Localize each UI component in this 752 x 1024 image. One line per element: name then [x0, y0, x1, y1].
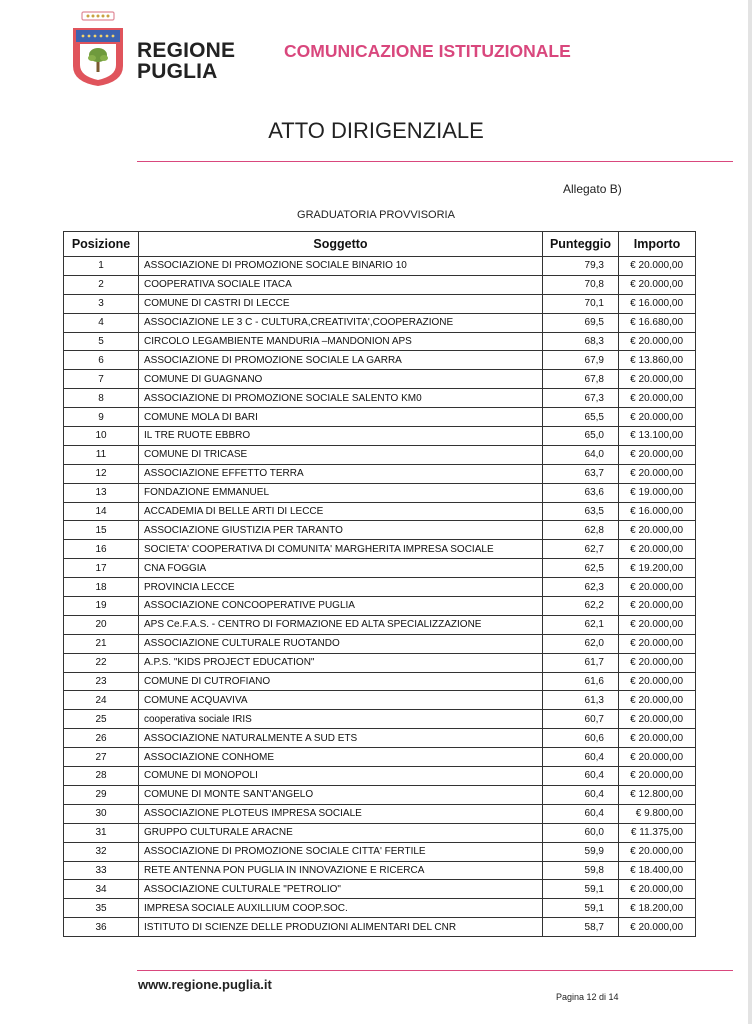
cell-punteggio: 60,4 — [543, 748, 619, 767]
cell-posizione: 18 — [64, 578, 139, 597]
cell-punteggio: 62,5 — [543, 559, 619, 578]
cell-punteggio: 67,8 — [543, 370, 619, 389]
cell-soggetto: IMPRESA SOCIALE AUXILLIUM COOP.SOC. — [139, 899, 543, 918]
cell-soggetto: ASSOCIAZIONE NATURALMENTE A SUD ETS — [139, 729, 543, 748]
cell-posizione: 5 — [64, 332, 139, 351]
cell-soggetto: ASSOCIAZIONE CONCOOPERATIVE PUGLIA — [139, 597, 543, 616]
cell-posizione: 26 — [64, 729, 139, 748]
table-row — [64, 257, 696, 276]
cell-importo: € 9.800,00 — [619, 804, 696, 823]
page-number: Pagina 12 di 14 — [556, 992, 619, 1002]
ranking-table — [63, 231, 696, 937]
cell-punteggio: 67,9 — [543, 351, 619, 370]
cell-soggetto: COMUNE DI TRICASE — [139, 445, 543, 464]
column-header-soggetto: Soggetto — [139, 232, 543, 257]
table-row — [64, 785, 696, 804]
table-row — [64, 389, 696, 408]
cell-importo: € 16.680,00 — [619, 313, 696, 332]
table-row — [64, 880, 696, 899]
cell-importo: € 20.000,00 — [619, 615, 696, 634]
cell-punteggio: 62,7 — [543, 540, 619, 559]
cell-importo: € 20.000,00 — [619, 729, 696, 748]
cell-punteggio: 70,1 — [543, 294, 619, 313]
cell-punteggio: 67,3 — [543, 389, 619, 408]
cell-soggetto: ASSOCIAZIONE CULTURALE "PETROLIO" — [139, 880, 543, 899]
table-header-row — [64, 232, 696, 257]
cell-posizione: 28 — [64, 767, 139, 786]
cell-punteggio: 62,0 — [543, 634, 619, 653]
cell-importo: € 20.000,00 — [619, 370, 696, 389]
cell-importo: € 18.400,00 — [619, 861, 696, 880]
cell-punteggio: 59,9 — [543, 842, 619, 861]
cell-importo: € 20.000,00 — [619, 464, 696, 483]
website-link[interactable]: www.regione.puglia.it — [138, 977, 272, 992]
cell-posizione: 19 — [64, 597, 139, 616]
cell-punteggio: 79,3 — [543, 257, 619, 276]
cell-soggetto: COMUNE DI MONTE SANT'ANGELO — [139, 785, 543, 804]
cell-soggetto: SOCIETA' COOPERATIVA DI COMUNITA' MARGHERITA IMPRESA SOCIALE — [139, 540, 543, 559]
cell-importo: € 20.000,00 — [619, 918, 696, 937]
cell-posizione: 9 — [64, 408, 139, 427]
table-row — [64, 729, 696, 748]
cell-soggetto: ASSOCIAZIONE DI PROMOZIONE SOCIALE BINARIO 10 — [139, 257, 543, 276]
cell-importo: € 20.000,00 — [619, 767, 696, 786]
table-row — [64, 691, 696, 710]
footer-divider — [137, 970, 733, 971]
table-row — [64, 634, 696, 653]
cell-soggetto: ASSOCIAZIONE DI PROMOZIONE SOCIALE SALENTO KM0 — [139, 389, 543, 408]
cell-punteggio: 59,1 — [543, 899, 619, 918]
table-row — [64, 767, 696, 786]
brand-line-2: PUGLIA — [137, 60, 218, 83]
cell-soggetto: ASSOCIAZIONE CULTURALE RUOTANDO — [139, 634, 543, 653]
cell-posizione: 2 — [64, 275, 139, 294]
cell-soggetto: ASSOCIAZIONE GIUSTIZIA PER TARANTO — [139, 521, 543, 540]
cell-importo: € 20.000,00 — [619, 710, 696, 729]
table-row — [64, 597, 696, 616]
cell-importo: € 20.000,00 — [619, 691, 696, 710]
cell-punteggio: 59,1 — [543, 880, 619, 899]
cell-posizione: 21 — [64, 634, 139, 653]
cell-punteggio: 60,0 — [543, 823, 619, 842]
table-row — [64, 427, 696, 446]
table-row — [64, 615, 696, 634]
table-row — [64, 540, 696, 559]
cell-punteggio: 60,4 — [543, 785, 619, 804]
cell-soggetto: CIRCOLO LEGAMBIENTE MANDURIA –MANDONION APS — [139, 332, 543, 351]
table-row — [64, 672, 696, 691]
cell-importo: € 19.200,00 — [619, 559, 696, 578]
cell-punteggio: 62,3 — [543, 578, 619, 597]
cell-soggetto: ASSOCIAZIONE PLOTEUS IMPRESA SOCIALE — [139, 804, 543, 823]
brand-line-1: REGIONE — [137, 39, 236, 62]
cell-punteggio: 65,5 — [543, 408, 619, 427]
cell-punteggio: 62,2 — [543, 597, 619, 616]
table-row — [64, 918, 696, 937]
cell-punteggio: 61,6 — [543, 672, 619, 691]
cell-importo: € 16.000,00 — [619, 294, 696, 313]
cell-posizione: 30 — [64, 804, 139, 823]
cell-soggetto: COMUNE ACQUAVIVA — [139, 691, 543, 710]
column-header-posizione: Posizione — [64, 232, 139, 257]
cell-soggetto: PROVINCIA LECCE — [139, 578, 543, 597]
cell-soggetto: COMUNE DI CASTRI DI LECCE — [139, 294, 543, 313]
cell-posizione: 31 — [64, 823, 139, 842]
cell-posizione: 16 — [64, 540, 139, 559]
cell-importo: € 20.000,00 — [619, 880, 696, 899]
cell-importo: € 20.000,00 — [619, 653, 696, 672]
table-row — [64, 464, 696, 483]
table-row — [64, 899, 696, 918]
cell-importo: € 20.000,00 — [619, 842, 696, 861]
table-row — [64, 842, 696, 861]
cell-importo: € 20.000,00 — [619, 332, 696, 351]
table-row — [64, 275, 696, 294]
column-header-importo: Importo — [619, 232, 696, 257]
cell-posizione: 12 — [64, 464, 139, 483]
table-row — [64, 483, 696, 502]
list-title: GRADUATORIA PROVVISORIA — [297, 209, 455, 221]
cell-posizione: 1 — [64, 257, 139, 276]
cell-posizione: 25 — [64, 710, 139, 729]
cell-posizione: 6 — [64, 351, 139, 370]
table-body — [64, 257, 696, 937]
page-edge — [748, 0, 752, 1024]
cell-posizione: 17 — [64, 559, 139, 578]
cell-posizione: 34 — [64, 880, 139, 899]
cell-punteggio: 62,8 — [543, 521, 619, 540]
cell-soggetto: FONDAZIONE EMMANUEL — [139, 483, 543, 502]
cell-importo: € 11.375,00 — [619, 823, 696, 842]
cell-posizione: 7 — [64, 370, 139, 389]
cell-importo: € 20.000,00 — [619, 634, 696, 653]
cell-importo: € 20.000,00 — [619, 672, 696, 691]
table-row — [64, 861, 696, 880]
table-row — [64, 578, 696, 597]
cell-punteggio: 61,7 — [543, 653, 619, 672]
table-row — [64, 294, 696, 313]
cell-posizione: 29 — [64, 785, 139, 804]
cell-punteggio: 63,6 — [543, 483, 619, 502]
document-title: ATTO DIRIGENZIALE — [268, 118, 484, 143]
cell-soggetto: COMUNE DI CUTROFIANO — [139, 672, 543, 691]
table-row — [64, 445, 696, 464]
cell-soggetto: ASSOCIAZIONE EFFETTO TERRA — [139, 464, 543, 483]
table-row — [64, 653, 696, 672]
cell-soggetto: ASSOCIAZIONE CONHOME — [139, 748, 543, 767]
cell-soggetto: ISTITUTO DI SCIENZE DELLE PRODUZIONI ALIMENTARI DEL CNR — [139, 918, 543, 937]
table-row — [64, 351, 696, 370]
communication-heading: COMUNICAZIONE ISTITUZIONALE — [284, 41, 571, 61]
cell-importo: € 20.000,00 — [619, 389, 696, 408]
table-row — [64, 313, 696, 332]
cell-soggetto: RETE ANTENNA PON PUGLIA IN INNOVAZIONE E RICERCA — [139, 861, 543, 880]
cell-soggetto: GRUPPO CULTURALE ARACNE — [139, 823, 543, 842]
cell-punteggio: 63,7 — [543, 464, 619, 483]
cell-soggetto: ASSOCIAZIONE DI PROMOZIONE SOCIALE LA GARRA — [139, 351, 543, 370]
cell-posizione: 27 — [64, 748, 139, 767]
cell-importo: € 18.200,00 — [619, 899, 696, 918]
cell-importo: € 20.000,00 — [619, 257, 696, 276]
cell-soggetto: ACCADEMIA DI BELLE ARTI DI LECCE — [139, 502, 543, 521]
cell-posizione: 8 — [64, 389, 139, 408]
cell-importo: € 20.000,00 — [619, 578, 696, 597]
header-divider — [137, 161, 733, 162]
cell-posizione: 20 — [64, 615, 139, 634]
cell-punteggio: 61,3 — [543, 691, 619, 710]
table-row — [64, 521, 696, 540]
table-row — [64, 748, 696, 767]
cell-importo: € 20.000,00 — [619, 275, 696, 294]
cell-posizione: 32 — [64, 842, 139, 861]
cell-soggetto: APS Ce.F.A.S. - CENTRO DI FORMAZIONE ED ALTA SPECIALIZZAZIONE — [139, 615, 543, 634]
cell-posizione: 13 — [64, 483, 139, 502]
cell-punteggio: 69,5 — [543, 313, 619, 332]
cell-punteggio: 63,5 — [543, 502, 619, 521]
cell-soggetto: COOPERATIVA SOCIALE ITACA — [139, 275, 543, 294]
cell-punteggio: 70,8 — [543, 275, 619, 294]
cell-importo: € 16.000,00 — [619, 502, 696, 521]
cell-soggetto: ASSOCIAZIONE LE 3 C - CULTURA,CREATIVITA',COOPERAZIONE — [139, 313, 543, 332]
cell-posizione: 14 — [64, 502, 139, 521]
column-header-punteggio: Punteggio — [543, 232, 619, 257]
cell-importo: € 20.000,00 — [619, 597, 696, 616]
cell-importo: € 20.000,00 — [619, 540, 696, 559]
cell-posizione: 15 — [64, 521, 139, 540]
cell-importo: € 13.860,00 — [619, 351, 696, 370]
table-row — [64, 804, 696, 823]
cell-punteggio: 68,3 — [543, 332, 619, 351]
regione-puglia-logo-icon — [70, 8, 126, 88]
cell-soggetto: IL TRE RUOTE EBBRO — [139, 427, 543, 446]
cell-importo: € 20.000,00 — [619, 408, 696, 427]
cell-soggetto: A.P.S. "KIDS PROJECT EDUCATION" — [139, 653, 543, 672]
cell-posizione: 22 — [64, 653, 139, 672]
cell-posizione: 11 — [64, 445, 139, 464]
cell-punteggio: 60,6 — [543, 729, 619, 748]
cell-punteggio: 64,0 — [543, 445, 619, 464]
cell-importo: € 20.000,00 — [619, 521, 696, 540]
cell-punteggio: 62,1 — [543, 615, 619, 634]
cell-punteggio: 60,4 — [543, 767, 619, 786]
cell-punteggio: 65,0 — [543, 427, 619, 446]
cell-posizione: 10 — [64, 427, 139, 446]
cell-soggetto: COMUNE DI GUAGNANO — [139, 370, 543, 389]
table-row — [64, 710, 696, 729]
cell-punteggio: 59,8 — [543, 861, 619, 880]
cell-importo: € 12.800,00 — [619, 785, 696, 804]
cell-posizione: 3 — [64, 294, 139, 313]
cell-importo: € 13.100,00 — [619, 427, 696, 446]
table-row — [64, 370, 696, 389]
table-row — [64, 332, 696, 351]
cell-soggetto: CNA FOGGIA — [139, 559, 543, 578]
cell-punteggio: 58,7 — [543, 918, 619, 937]
cell-soggetto: COMUNE DI MONOPOLI — [139, 767, 543, 786]
cell-posizione: 4 — [64, 313, 139, 332]
cell-posizione: 35 — [64, 899, 139, 918]
cell-soggetto: ASSOCIAZIONE DI PROMOZIONE SOCIALE CITTA' FERTILE — [139, 842, 543, 861]
attachment-label: Allegato B) — [563, 182, 622, 196]
cell-posizione: 24 — [64, 691, 139, 710]
table-row — [64, 559, 696, 578]
cell-punteggio: 60,4 — [543, 804, 619, 823]
table-row — [64, 502, 696, 521]
table-row — [64, 408, 696, 427]
cell-importo: € 19.000,00 — [619, 483, 696, 502]
cell-importo: € 20.000,00 — [619, 445, 696, 464]
brand-name — [137, 40, 235, 82]
cell-punteggio: 60,7 — [543, 710, 619, 729]
cell-posizione: 33 — [64, 861, 139, 880]
cell-soggetto: COMUNE MOLA DI BARI — [139, 408, 543, 427]
cell-posizione: 36 — [64, 918, 139, 937]
cell-posizione: 23 — [64, 672, 139, 691]
cell-soggetto: cooperativa sociale IRIS — [139, 710, 543, 729]
cell-importo: € 20.000,00 — [619, 748, 696, 767]
table-row — [64, 823, 696, 842]
